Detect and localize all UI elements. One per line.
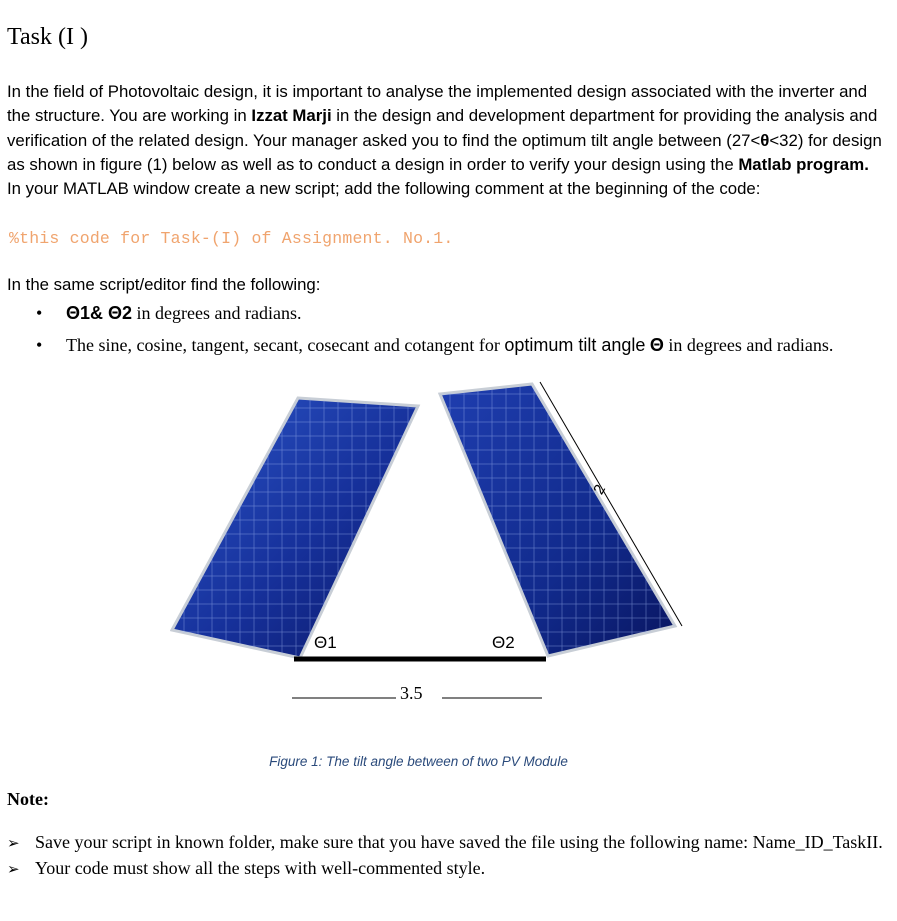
theta-symbol: θ	[760, 130, 770, 150]
task-title: Task (I )	[7, 24, 88, 50]
bullet-icon: •	[36, 303, 43, 323]
figure-caption: Figure 1: The tilt angle between of two PV Module	[269, 754, 568, 769]
theta-symbol: Θ	[649, 335, 664, 355]
bullet-icon: •	[36, 335, 43, 355]
list-item: • Θ1& Θ2 in degrees and radians.	[30, 300, 870, 327]
theta2-label: Θ2	[492, 633, 515, 652]
note-list	[7, 831, 887, 881]
find-heading: In the same script/editor find the following:	[7, 275, 321, 294]
left-panel-cells	[172, 398, 418, 658]
list-item: ➢ Your code must show all the steps with well-commented style.	[7, 857, 887, 881]
pv-module-figure	[170, 380, 690, 710]
dimension-label: 3.5	[400, 683, 423, 703]
arrow-bullet-icon: ➢	[7, 862, 20, 878]
code-comment: %this code for Task-(I) of Assignment. No.1.	[9, 229, 454, 248]
matlab-program: Matlab program.	[738, 154, 869, 174]
intro-text	[7, 80, 887, 201]
optimum-tilt-angle: optimum tilt angle	[504, 335, 646, 355]
list-item: ➢ Save your script in known folder, make sure that you have saved the file using the following name: Name_ID_TaskII.	[7, 831, 887, 855]
arrow-bullet-icon: ➢	[7, 836, 20, 852]
intro-paragraph-1: In the field of Photovoltaic design, it is important to analyse the implemented design associated with the inverter and the structure. You are working in Izzat Marji in the design and development department for providing the analysis and verification of the related design. Your manager asked you to find the optimum tilt angle between (27<θ<32) for design as shown in figure (1) below as well as to conduct a design in order to verify your design using the Matlab program.	[7, 82, 882, 174]
side-length-label: 2	[590, 481, 610, 498]
theta-angles: Θ1& Θ2	[66, 303, 133, 323]
find-list	[30, 300, 870, 359]
list-item: • The sine, cosine, tangent, secant, cosecant and cotangent for optimum tilt angle Θ in degrees and radians.	[30, 332, 870, 359]
intro-paragraph-2: In your MATLAB window create a new script; add the following comment at the beginning of the code:	[7, 179, 761, 199]
theta1-label: Θ1	[314, 633, 337, 652]
note-label: Note:	[7, 789, 49, 809]
company-name: Izzat Marji	[251, 106, 332, 126]
